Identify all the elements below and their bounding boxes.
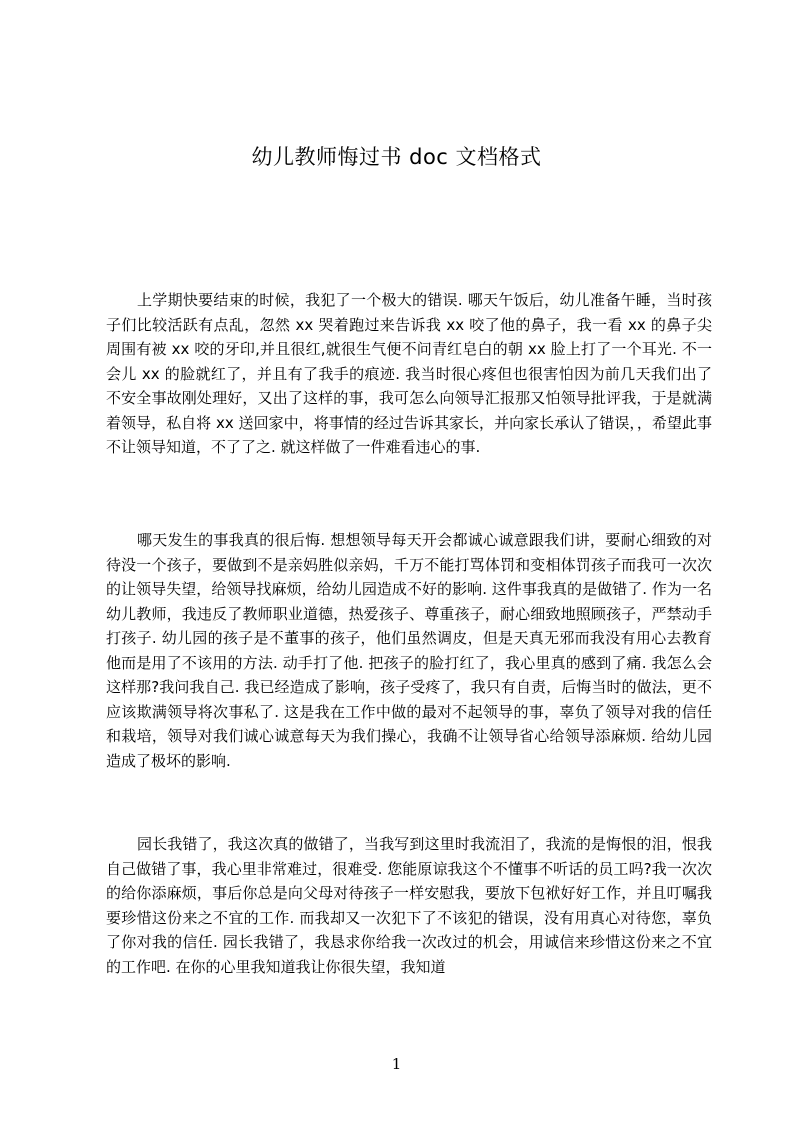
paragraph-2: 哪天发生的事我真的很后悔. 想想领导每天开会都诚心诚意跟我们讲，要耐心细致的对待没一个孩子，要做到不是亲妈胜似亲妈，千万不能打骂体罚和变相体罚孩子而我可一次次的让领导失望，给领导找麻烦，给幼儿园造成不好的影响. 这件事我真的是做错了. 作为一名幼儿教师，我违反了教师职业道德，热爱孩子、尊重孩子，耐心细致地照顾孩子，严禁动手打孩子. 幼儿园的孩子是不董事的孩子，他们虽然调皮，但是天真无邪而我没有用心去教育他而是用了不该用的方法. 动手打了他. 把孩子的脸打红了，我心里真的感到了痛. 我怎么会这样那?我问我自己. 我已经造成了影响，孩子受疼了，我只有自责，后悔当时的做法，更不应该欺满领导将次事私了. 这是我在工作中做的最对不起领导的事，辜负了领导对我的信任和栽培，领导对我们诚心诚意每天为我们操心，我确不让领导省心给领导添麻烦. 给幼儿园造成了极坏的影响. (106, 531, 712, 770)
paragraph-1: 上学期快要结束的时候，我犯了一个极大的错误. 哪天午饭后，幼儿准备午睡，当时孩子们比较活跃有点乱，忽然 xx 哭着跑过来告诉我 xx 咬了他的鼻子，我一看 xx 的鼻子尖周围有被 xx 咬的牙印,并且很红,就很生气便不问青红皂白的朝 xx 脸上打了一个耳光. 不一会儿 xx 的脸就红了，并且有了我手的痕迹. 我当时很心疼但也很害怕因为前几天我们出了不安全事故刚处理好，又出了这样的事，我可怎么向领导汇报那又怕领导批评我，于是就满着领导，私自将 xx 送回家中，将事情的经过告诉其家长，并向家长承认了错误，，希望此事不让领导知道，不了了之. 就这样做了一件难看违心的事. (106, 291, 712, 456)
paragraph-3: 园长我错了，我这次真的做错了，当我写到这里时我流泪了，我流的是悔恨的泪，恨我自己做错了事，我心里非常难过，很难受. 您能原谅我这个不懂事不听话的员工吗?我一次次的给你添麻烦，事后你总是向父母对待孩子一样安慰我，要放下包袱好好工作，并且叮嘱我要珍惜这份来之不宜的工作. 而我却又一次犯下了不该犯的错误，没有用真心对待您，辜负了你对我的信任. 园长我错了，我恳求你给我一次改过的机会，用诚信来珍惜这份来之不宜的工作吧. 在你的心里我知道我让你很失望，我知道 (106, 835, 712, 976)
page-number: 1 (391, 1055, 402, 1073)
document-title: 幼儿教师悔过书 doc 文档格式 (251, 145, 542, 169)
